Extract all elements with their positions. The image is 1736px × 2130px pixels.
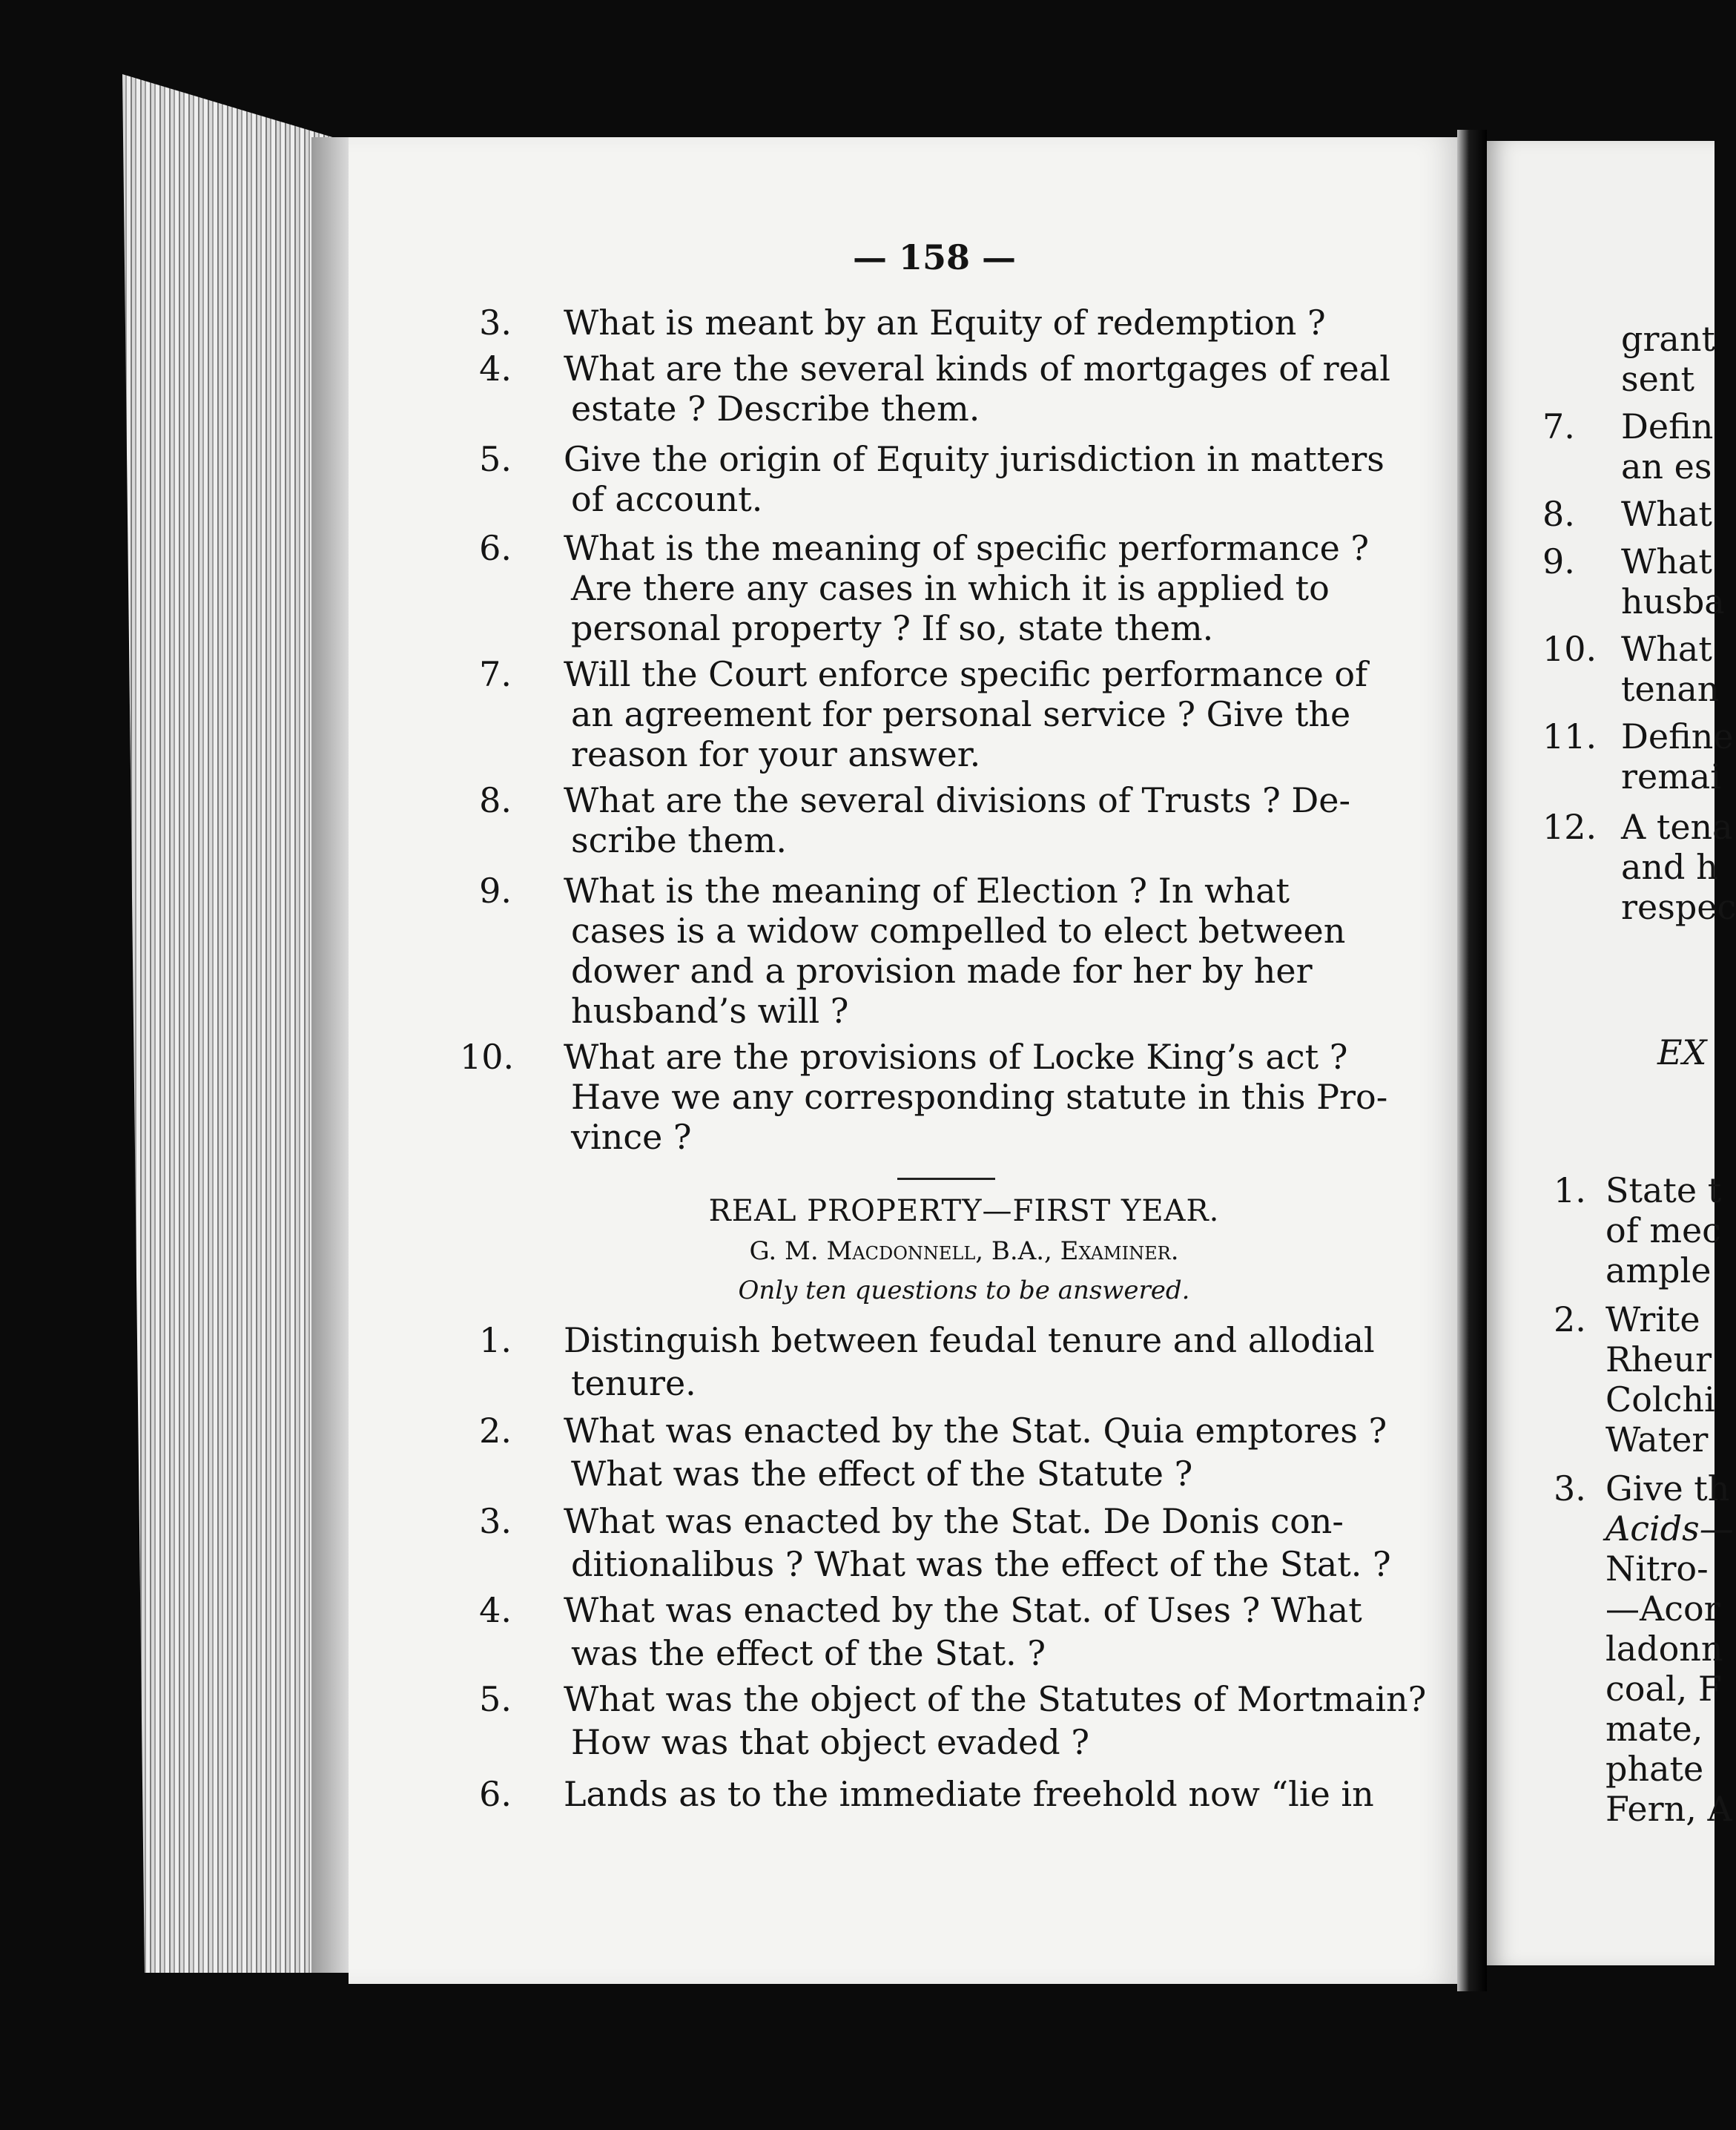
question-number: 5. — [479, 1679, 512, 1719]
right-text-line: husba — [1621, 581, 1725, 621]
question-number: 6. — [479, 1774, 512, 1814]
right-question-number: 3. — [1554, 1468, 1586, 1509]
right-text-line: A tena — [1621, 807, 1733, 847]
page-number: — 158 — — [853, 237, 1017, 277]
question-text-line: Give the origin of Equity jurisdiction in matters — [564, 439, 1384, 479]
right-question-number: 7. — [1542, 406, 1575, 446]
question-text-line: What was enacted by the Stat. Quia emptores ? — [564, 1411, 1387, 1451]
question-number: 3. — [479, 303, 512, 343]
question-number: 5. — [479, 439, 512, 479]
right-text-line: Define — [1621, 716, 1734, 756]
question-text-line: What is the meaning of Election ? In what — [564, 871, 1290, 911]
question-number: 4. — [479, 1590, 512, 1630]
book-gutter — [1457, 130, 1487, 1991]
question-text-line: ditionalibus ? What was the effect of the Stat. ? — [571, 1544, 1391, 1584]
right-question-number: 2. — [1554, 1299, 1586, 1339]
question-number: 6. — [479, 528, 512, 568]
right-text-line: Give th — [1605, 1468, 1730, 1509]
examiner-line: G. M. Macdonnell, B.A., Examiner. — [749, 1236, 1179, 1266]
question-text-line: Distinguish between feudal tenure and allodial — [564, 1320, 1375, 1360]
question-text-line: personal property ? If so, state them. — [571, 608, 1214, 648]
question-text-line: What are the several divisions of Trusts ? De- — [564, 780, 1351, 820]
right-text-line: and h — [1621, 847, 1718, 887]
question-number: 1. — [479, 1320, 512, 1360]
question-number: 4. — [479, 349, 512, 389]
question-number: 7. — [479, 654, 512, 694]
question-text-line: What is the meaning of specific performance ? — [564, 528, 1370, 568]
right-text-line: respec — [1621, 887, 1736, 927]
question-number: 2. — [479, 1411, 512, 1451]
question-text-line: Will the Court enforce specific performance of — [564, 654, 1368, 694]
question-text-line: an agreement for personal service ? Give the — [571, 694, 1351, 734]
question-text-line: cases is a widow compelled to elect between — [571, 911, 1346, 951]
question-number: 10. — [460, 1037, 515, 1077]
question-text-line: of account. — [571, 479, 763, 519]
question-text-line: was the effect of the Stat. ? — [571, 1633, 1046, 1673]
right-text-line: —Acor — [1605, 1589, 1720, 1629]
right-text-line: mate, — [1605, 1709, 1703, 1749]
question-text-line: What was the object of the Statutes of Mortmain? — [564, 1679, 1427, 1719]
right-text-line: Write — [1605, 1299, 1700, 1339]
question-text-line: estate ? Describe them. — [571, 389, 980, 429]
right-text-line: State t — [1605, 1170, 1722, 1210]
question-text-line: How was that object evaded ? — [571, 1722, 1090, 1762]
instruction-line: Only ten questions to be answered. — [738, 1276, 1190, 1305]
question-text-line: What are the several kinds of mortgages of real — [564, 349, 1390, 389]
question-text-line: tenure. — [571, 1363, 696, 1403]
question-number: 3. — [479, 1501, 512, 1541]
question-text-line: Lands as to the immediate freehold now “lie in — [564, 1774, 1374, 1814]
right-question-number: 10. — [1542, 629, 1597, 669]
right-text-line: What — [1621, 494, 1712, 534]
right-question-number: 11. — [1542, 716, 1597, 756]
question-text-line: What is meant by an Equity of redemption ? — [564, 303, 1326, 343]
right-text-line: Nitro- — [1605, 1549, 1709, 1589]
right-text-line: of mec — [1605, 1210, 1721, 1250]
right-text-line: Colchi — [1605, 1379, 1715, 1420]
question-number: 9. — [479, 871, 512, 911]
right-text-line: tenan — [1621, 669, 1720, 709]
section-rule — [897, 1178, 995, 1180]
right-question-number: 12. — [1542, 807, 1597, 847]
question-text-line: What was the effect of the Statute ? — [571, 1454, 1193, 1494]
right-text-line: phate — [1605, 1749, 1704, 1789]
question-text-line: Have we any corresponding statute in this Pro- — [571, 1077, 1388, 1117]
question-text-line: What are the provisions of Locke King’s act ? — [564, 1037, 1348, 1077]
right-text-line: Fern, A — [1605, 1789, 1732, 1829]
question-text-line: husband’s will ? — [571, 991, 849, 1031]
question-text-line: reason for your answer. — [571, 734, 981, 774]
right-text-line: sent — [1621, 359, 1694, 399]
question-text-line: vince ? — [571, 1117, 692, 1157]
right-text-line: grant — [1621, 319, 1715, 359]
section-heading: REAL PROPERTY—FIRST YEAR. — [708, 1194, 1220, 1228]
right-text-line: What — [1621, 629, 1712, 669]
question-text-line: scribe them. — [571, 820, 787, 860]
right-text-line: remai — [1621, 756, 1721, 797]
right-text-line: Defin — [1621, 406, 1714, 446]
right-text-line: Water — [1605, 1420, 1709, 1460]
question-text-line: What was enacted by the Stat. De Donis con- — [564, 1501, 1344, 1541]
right-question-number: 9. — [1542, 541, 1575, 581]
right-question-number: 8. — [1542, 494, 1575, 534]
right-section-heading: EX — [1657, 1032, 1707, 1072]
right-text-line: Acids— — [1605, 1509, 1734, 1549]
right-text-line: coal, F — [1605, 1669, 1722, 1709]
question-text-line: dower and a provision made for her by her — [571, 951, 1313, 991]
right-text-line: What — [1621, 541, 1712, 581]
right-text-line: Rheur — [1605, 1339, 1712, 1379]
right-text-line: an es — [1621, 446, 1712, 487]
question-number: 8. — [479, 780, 512, 820]
right-question-number: 1. — [1554, 1170, 1586, 1210]
right-text-line: ladonn — [1605, 1629, 1723, 1669]
question-text-line: Are there any cases in which it is applied to — [571, 568, 1330, 608]
question-text-line: What was enacted by the Stat. of Uses ? What — [564, 1590, 1362, 1630]
right-text-line: ample — [1605, 1250, 1712, 1290]
